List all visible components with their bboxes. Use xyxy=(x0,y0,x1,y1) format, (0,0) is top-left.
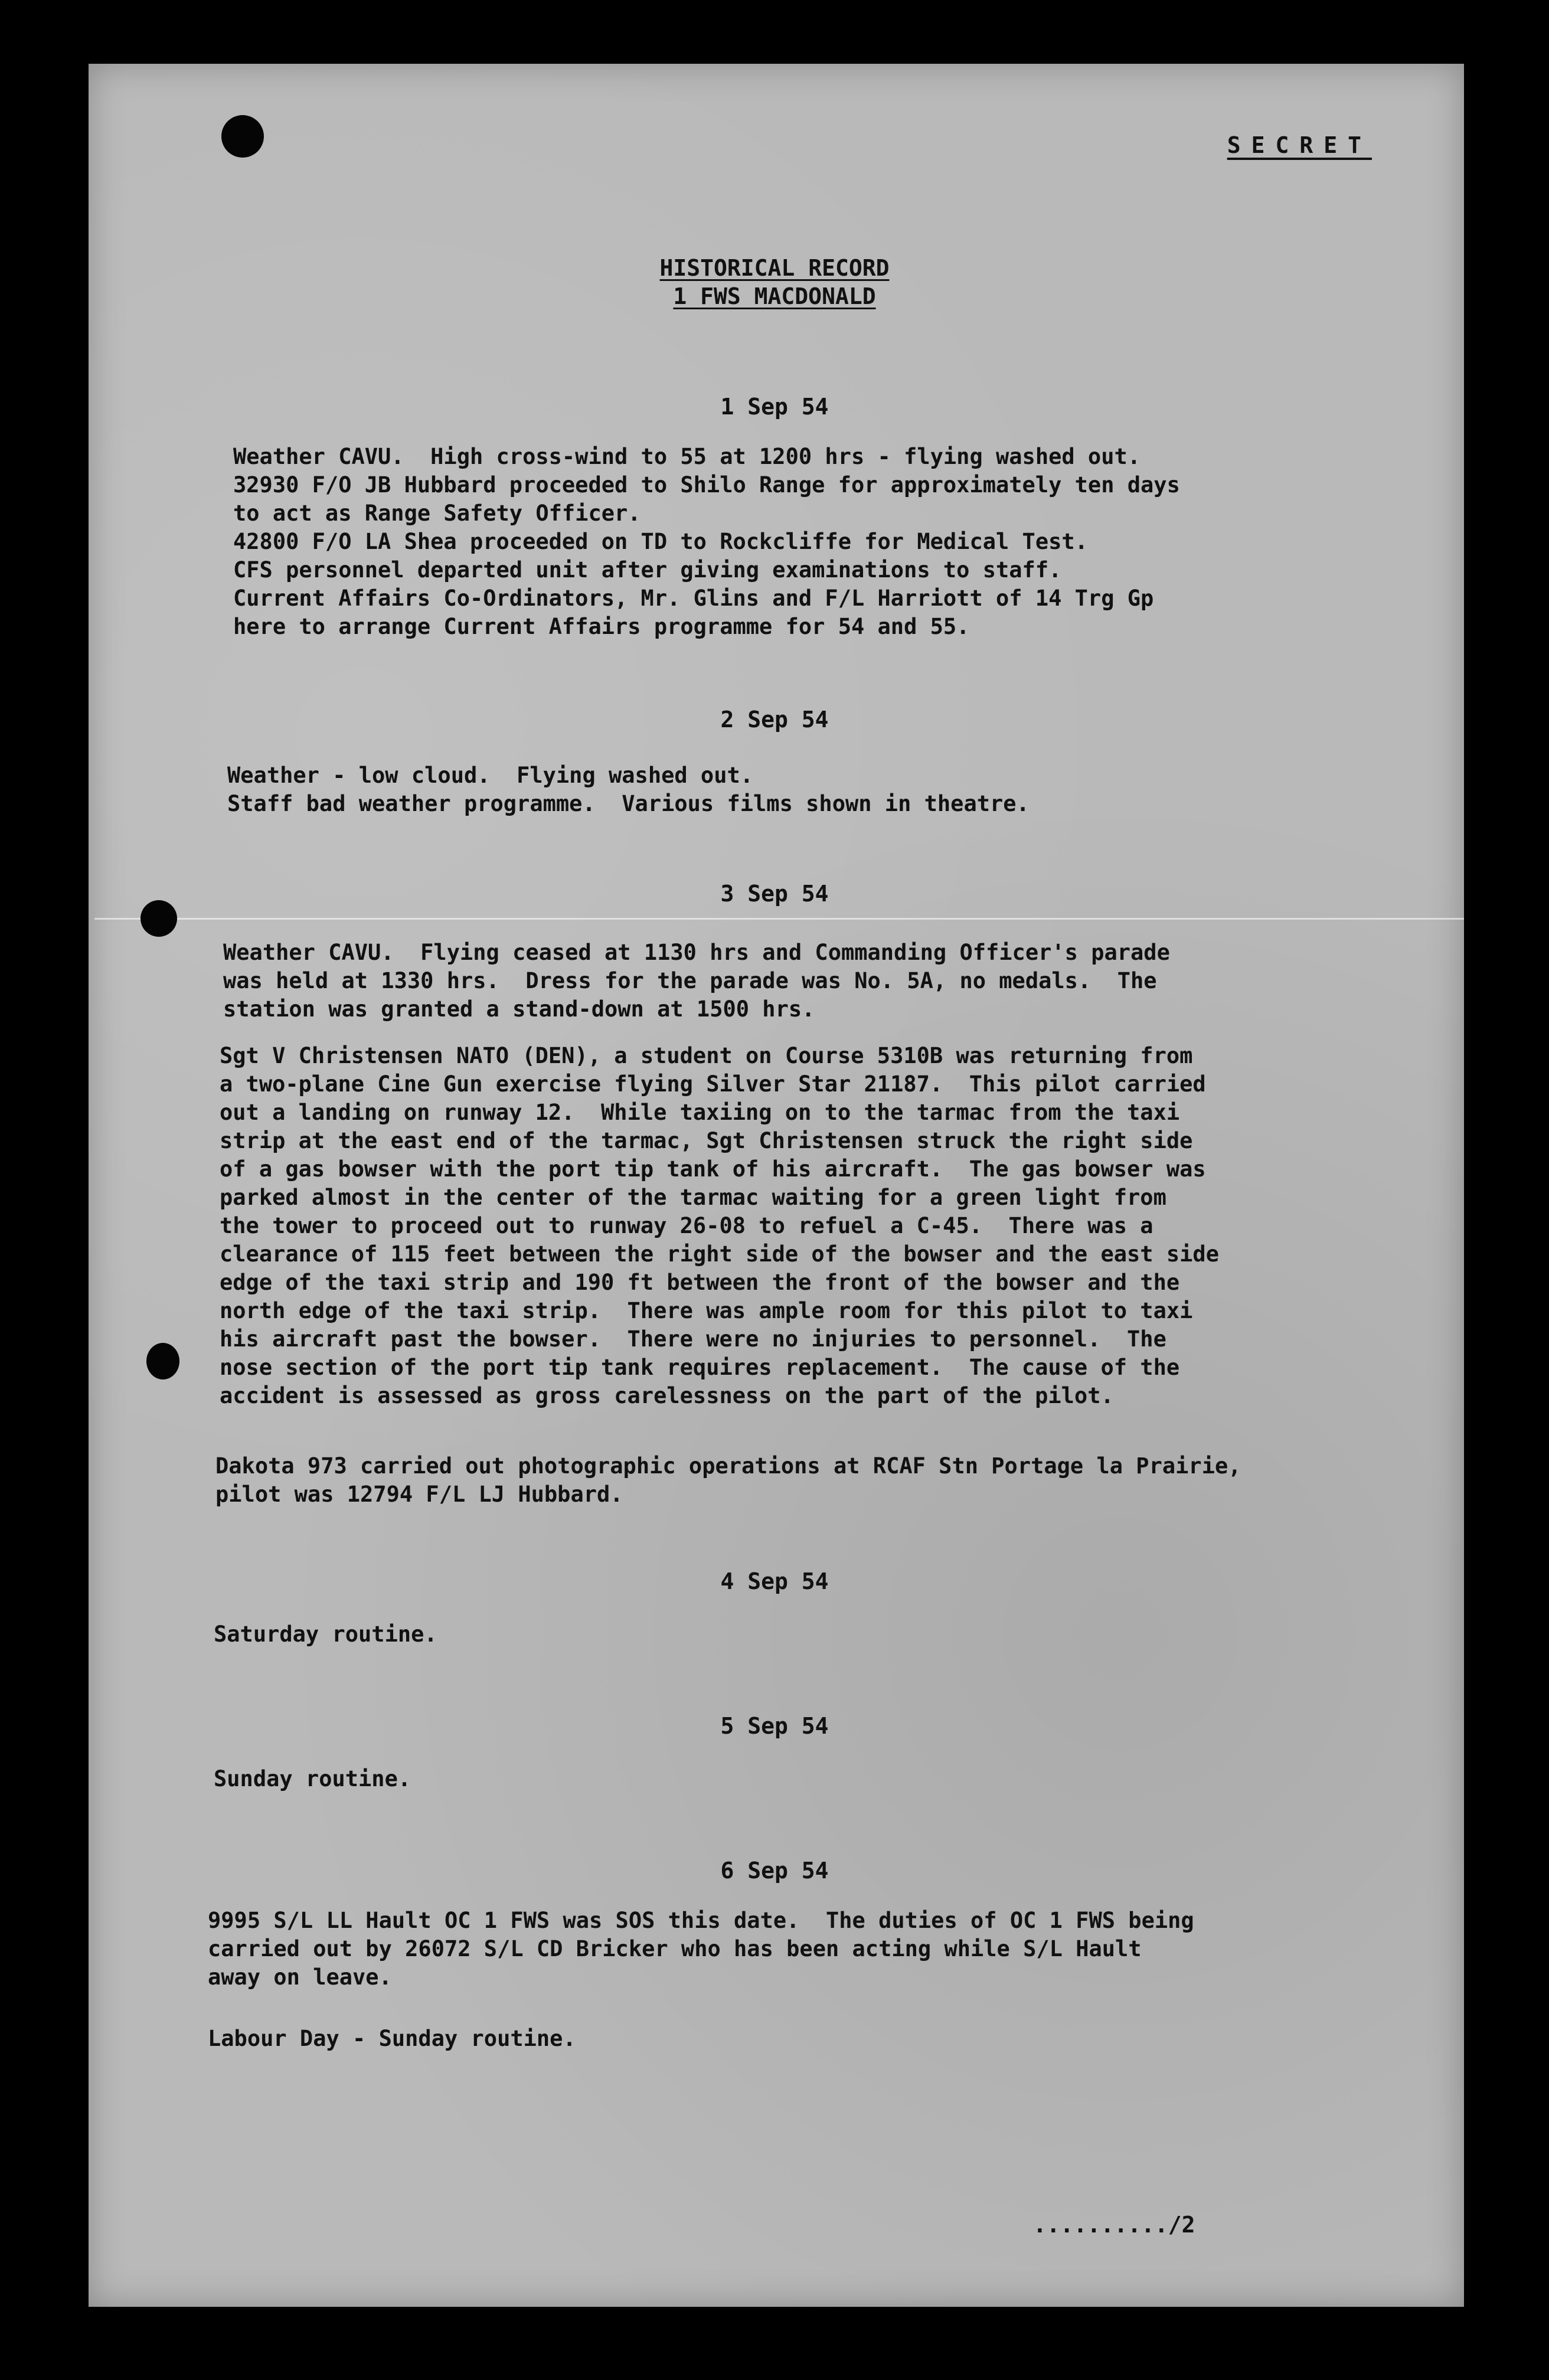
punch-hole-top xyxy=(221,115,264,158)
entry-paragraph: 9995 S/L LL Hault OC 1 FWS was SOS this date. The duties of OC 1 FWS being carried out by 26072 S/L CD Bricker who has been acting while S/L Hault away on leave. xyxy=(208,1908,1194,1990)
entry-date: 3 Sep 54 xyxy=(720,881,829,907)
fold-line xyxy=(94,918,1464,920)
title-line-1: HISTORICAL RECORD xyxy=(659,255,890,281)
entry-paragraph: Weather CAVU. High cross-wind to 55 at 1200 hrs - flying washed out. 32930 F/O JB Hubbard proceeded to Shilo Range for approximately ten days to act as Range Safety Officer. 42800 F/O LA Shea proceeded on TD to Rockcliffe for Medical Test. CFS personnel departed unit after giving examinations to staff. Current Affairs Co-Ordinators, Mr. Glins and F/L Harriott of 14 Trg Gp here to arrange Current Affairs programme for 54 and 55. xyxy=(233,444,1180,639)
entry-paragraph: Saturday routine. xyxy=(214,1621,437,1647)
document-title xyxy=(0,254,1549,310)
entry-date: 1 Sep 54 xyxy=(720,394,829,420)
entry-date: 4 Sep 54 xyxy=(720,1568,829,1594)
classification-marking: SECRET xyxy=(1227,132,1372,158)
entry-paragraph: Sgt V Christensen NATO (DEN), a student on Course 5310B was returning from a two-plane Cine Gun exercise flying Silver Star 21187. This pilot carried out a landing on runway 12. While taxiing on to the tarmac from the taxi strip at the east end of the tarmac, Sgt Christensen struck the right side of a gas bowser with the port tip tank of his aircraft. The gas bowser was parked almost in the center of the tarmac waiting for a green light from the tower to proceed out to runway 26-08 to refuel a C-45. There was a clearance of 115 feet between the right side of the bowser and the east side edge of the taxi strip and 190 ft between the front of the bowser and the north edge of the taxi strip. There was ample room for this pilot to taxi his aircraft past the bowser. There were no injuries to personnel. The nose section of the port tip tank requires replacement. The cause of the accident is assessed as gross carelessness on the part of the pilot. xyxy=(220,1043,1219,1408)
entry-paragraph: Dakota 973 carried out photographic operations at RCAF Stn Portage la Prairie, pilot was 12794 F/L LJ Hubbard. xyxy=(215,1453,1241,1507)
entry-paragraph: Weather CAVU. Flying ceased at 1130 hrs and Commanding Officer's parade was held at 1330 hrs. Dress for the parade was No. 5A, no medals. The station was granted a stand-down at 1500 hrs. xyxy=(223,940,1170,1022)
page-continuation: ........../2 xyxy=(1033,2212,1195,2238)
title-line-2: 1 FWS MACDONALD xyxy=(673,283,876,309)
entry-paragraph: Weather - low cloud. Flying washed out. Staff bad weather programme. Various films shown in theatre. xyxy=(227,763,1030,816)
entry-date: 2 Sep 54 xyxy=(720,707,829,733)
entry-date: 6 Sep 54 xyxy=(720,1858,829,1884)
punch-hole-lower xyxy=(146,1343,179,1379)
entry-date: 5 Sep 54 xyxy=(720,1713,829,1739)
entry-paragraph: Sunday routine. xyxy=(214,1766,411,1791)
entry-paragraph: Labour Day - Sunday routine. xyxy=(208,2026,576,2051)
